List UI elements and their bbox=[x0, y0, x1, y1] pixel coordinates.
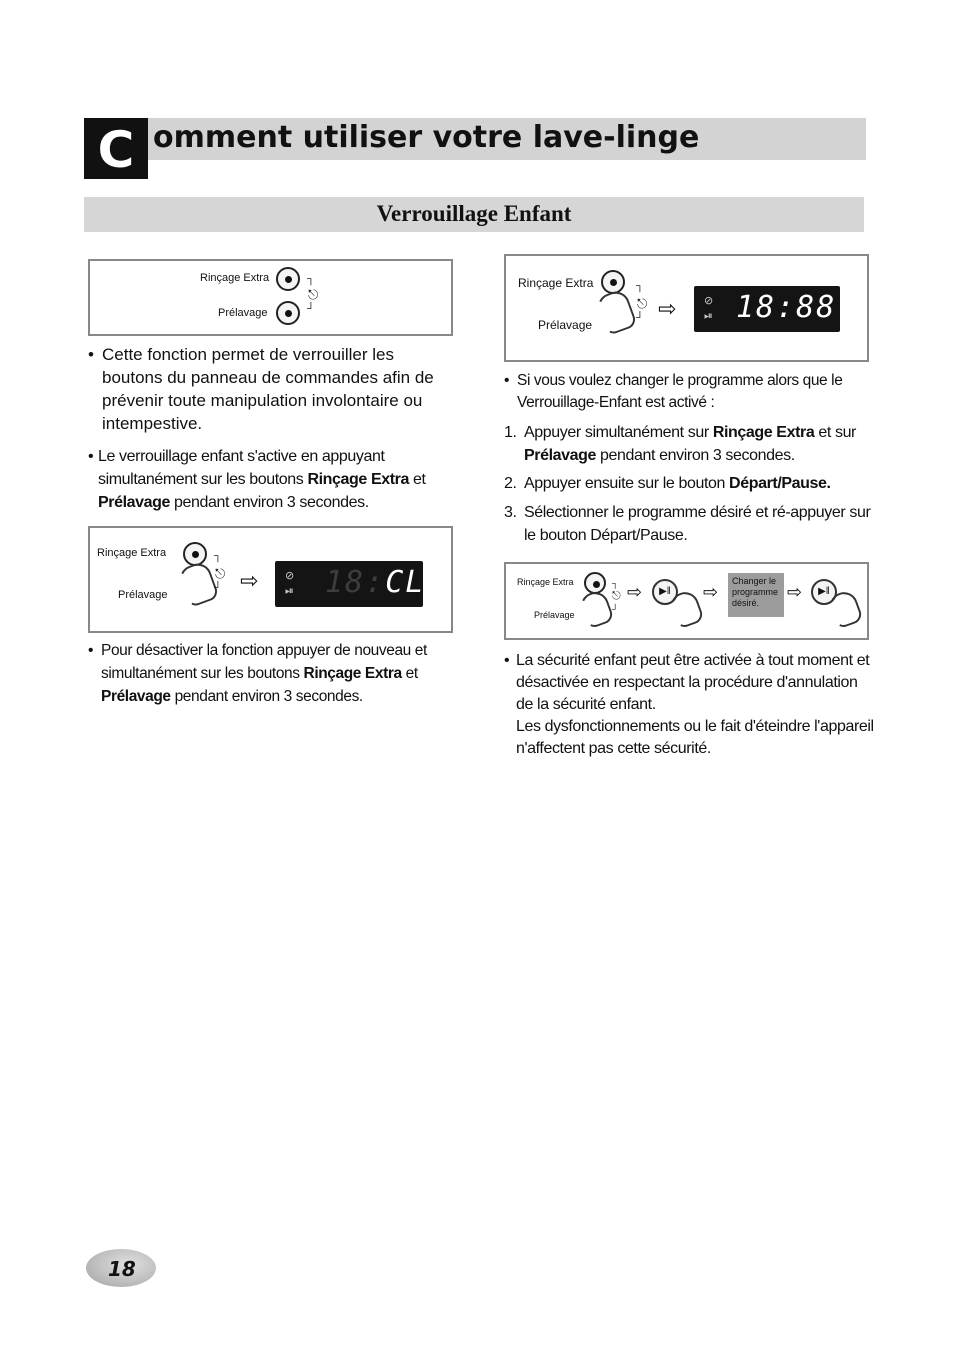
panel-buttons bbox=[88, 259, 453, 336]
display-digits-dim: 18: bbox=[325, 565, 386, 600]
step-3-text: Sélectionner le programme désiré et ré-appuyer sur le bouton Départ/Pause. bbox=[524, 504, 871, 544]
lock-icon: ⎋ bbox=[612, 590, 621, 602]
hand-icon bbox=[577, 588, 615, 630]
bullet-icon: • bbox=[88, 448, 94, 465]
label-prelavage: Prélavage bbox=[538, 318, 593, 332]
left-bullet-1 bbox=[88, 343, 453, 435]
display-digits: 18:88 bbox=[736, 290, 837, 325]
display-digits-lit: CL bbox=[385, 565, 426, 600]
label-rincage-extra: Rinçage Extra bbox=[97, 547, 167, 559]
start-pause-button[interactable]: ▶‖ bbox=[652, 579, 678, 605]
display-lock-icon: ⊘ bbox=[704, 295, 714, 307]
left-bullet-3-bold-1: Rinçage Extra bbox=[303, 665, 402, 682]
left-bullet-3 bbox=[88, 639, 453, 708]
display-play-icon: ⏯ bbox=[704, 310, 713, 322]
display-digits bbox=[325, 565, 425, 600]
step-1-mid: et sur bbox=[814, 424, 856, 441]
left-bullet-2-post: pendant environ 3 secondes. bbox=[170, 494, 369, 511]
rincage-extra-button[interactable] bbox=[601, 270, 625, 294]
rincage-extra-button[interactable] bbox=[584, 572, 606, 594]
lock-icon: ⎋ bbox=[308, 287, 319, 302]
panel-lock-display bbox=[88, 526, 453, 633]
bracket-bottom: ┘ bbox=[307, 303, 315, 315]
step-3 bbox=[504, 501, 872, 547]
label-prelavage: Prélavage bbox=[534, 610, 575, 620]
left-bullet-2-bold-1: Rinçage Extra bbox=[307, 471, 409, 488]
left-bullet-1-text: Cette fonction permet de verrouiller les boutons du panneau de commandes afin de prévenir toute manipulation involontaire ou intempestive. bbox=[102, 345, 434, 433]
section-title: Verrouillage Enfant bbox=[84, 197, 864, 232]
right-bullet-last bbox=[504, 650, 874, 760]
title-initial: C bbox=[84, 118, 148, 179]
display-status-icons bbox=[285, 569, 294, 599]
step-2-number: 2. bbox=[504, 475, 517, 492]
arrow-icon: ⇨ bbox=[703, 582, 719, 602]
arrow-icon: ⇨ bbox=[787, 582, 803, 602]
step-1 bbox=[504, 421, 872, 467]
bullet-icon: • bbox=[88, 345, 94, 364]
bullet-icon: • bbox=[504, 372, 510, 389]
bracket-bottom: ┘ bbox=[636, 312, 644, 324]
arrow-icon: ⇨ bbox=[627, 582, 643, 602]
panel-change-program bbox=[504, 562, 869, 640]
lock-icon: ⎋ bbox=[637, 296, 648, 311]
display-play-icon: ⏯ bbox=[285, 585, 294, 597]
hand-icon bbox=[594, 288, 638, 337]
label-rincage-extra: Rinçage Extra bbox=[200, 272, 270, 284]
left-bullet-3-bold-2: Prélavage bbox=[101, 688, 171, 705]
step-1-number: 1. bbox=[504, 424, 517, 441]
bracket-top: ┐ bbox=[612, 578, 619, 588]
step-3-number: 3. bbox=[504, 504, 517, 521]
label-rincage-extra: Rinçage Extra bbox=[517, 577, 574, 587]
step-1-pre: Appuyer simultanément sur bbox=[524, 424, 713, 441]
panel-right-display bbox=[504, 254, 869, 362]
bullet-icon: • bbox=[504, 652, 510, 669]
label-prelavage: Prélavage bbox=[218, 307, 268, 319]
prelavage-button[interactable] bbox=[276, 301, 300, 325]
display-lcd bbox=[694, 286, 840, 332]
left-bullet-2 bbox=[88, 445, 453, 514]
step-2-pre: Appuyer ensuite sur le bouton bbox=[524, 475, 730, 492]
step-1-bold-1: Rinçage Extra bbox=[712, 424, 815, 441]
left-bullet-3-post: pendant environ 3 secondes. bbox=[170, 688, 363, 705]
left-bullet-2-pre: Le verrouillage enfant s'active en appuyant simultanément sur les boutons bbox=[98, 448, 385, 488]
arrow-icon: ⇨ bbox=[240, 568, 259, 593]
right-intro bbox=[504, 370, 872, 414]
display-status-icons bbox=[704, 294, 713, 324]
display-lcd bbox=[275, 561, 426, 607]
bracket-bottom: ┘ bbox=[612, 604, 619, 614]
label-rincage-extra: Rinçage Extra bbox=[518, 276, 594, 290]
left-bullet-2-bold-2: Prélavage bbox=[98, 494, 171, 511]
right-bullet-last-text: La sécurité enfant peut être activée à tout moment et désactivée en respectant la procédure d'annulation de la sécurité enfant. bbox=[516, 652, 870, 713]
page-number: 18 bbox=[86, 1249, 156, 1287]
bracket-bottom: ┘ bbox=[214, 582, 222, 594]
bracket-top: ┐ bbox=[636, 280, 644, 292]
step-2 bbox=[504, 472, 872, 495]
step-1-bold-2: Prélavage bbox=[524, 447, 597, 464]
change-program-box: Changer le programme désiré. bbox=[728, 573, 784, 617]
bracket-top: ┐ bbox=[214, 550, 222, 562]
arrow-icon: ⇨ bbox=[658, 296, 677, 321]
display-lock-icon: ⊘ bbox=[285, 570, 295, 582]
rincage-extra-button[interactable] bbox=[183, 542, 207, 566]
label-prelavage: Prélavage bbox=[118, 589, 168, 601]
lock-icon: ⎋ bbox=[215, 566, 226, 581]
right-intro-text: Si vous voulez changer le programme alors que le Verrouillage-Enfant est activé : bbox=[517, 372, 843, 411]
step-1-post: pendant environ 3 secondes. bbox=[596, 447, 795, 464]
right-bullet-last-text-2: Les dysfonctionnements ou le fait d'éteindre l'appareil n'affectent pas cette sécurité. bbox=[516, 718, 874, 757]
bracket-top: ┐ bbox=[307, 273, 315, 285]
start-pause-button[interactable]: ▶‖ bbox=[811, 579, 837, 605]
bullet-icon: • bbox=[88, 642, 94, 659]
page-title: omment utiliser votre lave-linge bbox=[153, 120, 700, 155]
left-bullet-2-mid: et bbox=[408, 471, 426, 488]
step-2-bold: Départ/Pause. bbox=[729, 475, 831, 492]
left-bullet-3-mid: et bbox=[401, 665, 418, 682]
rincage-extra-button[interactable] bbox=[276, 267, 300, 291]
left-bullet-3-pre: Pour désactiver la fonction appuyer de nouveau et simultanément sur les boutons bbox=[101, 642, 427, 682]
